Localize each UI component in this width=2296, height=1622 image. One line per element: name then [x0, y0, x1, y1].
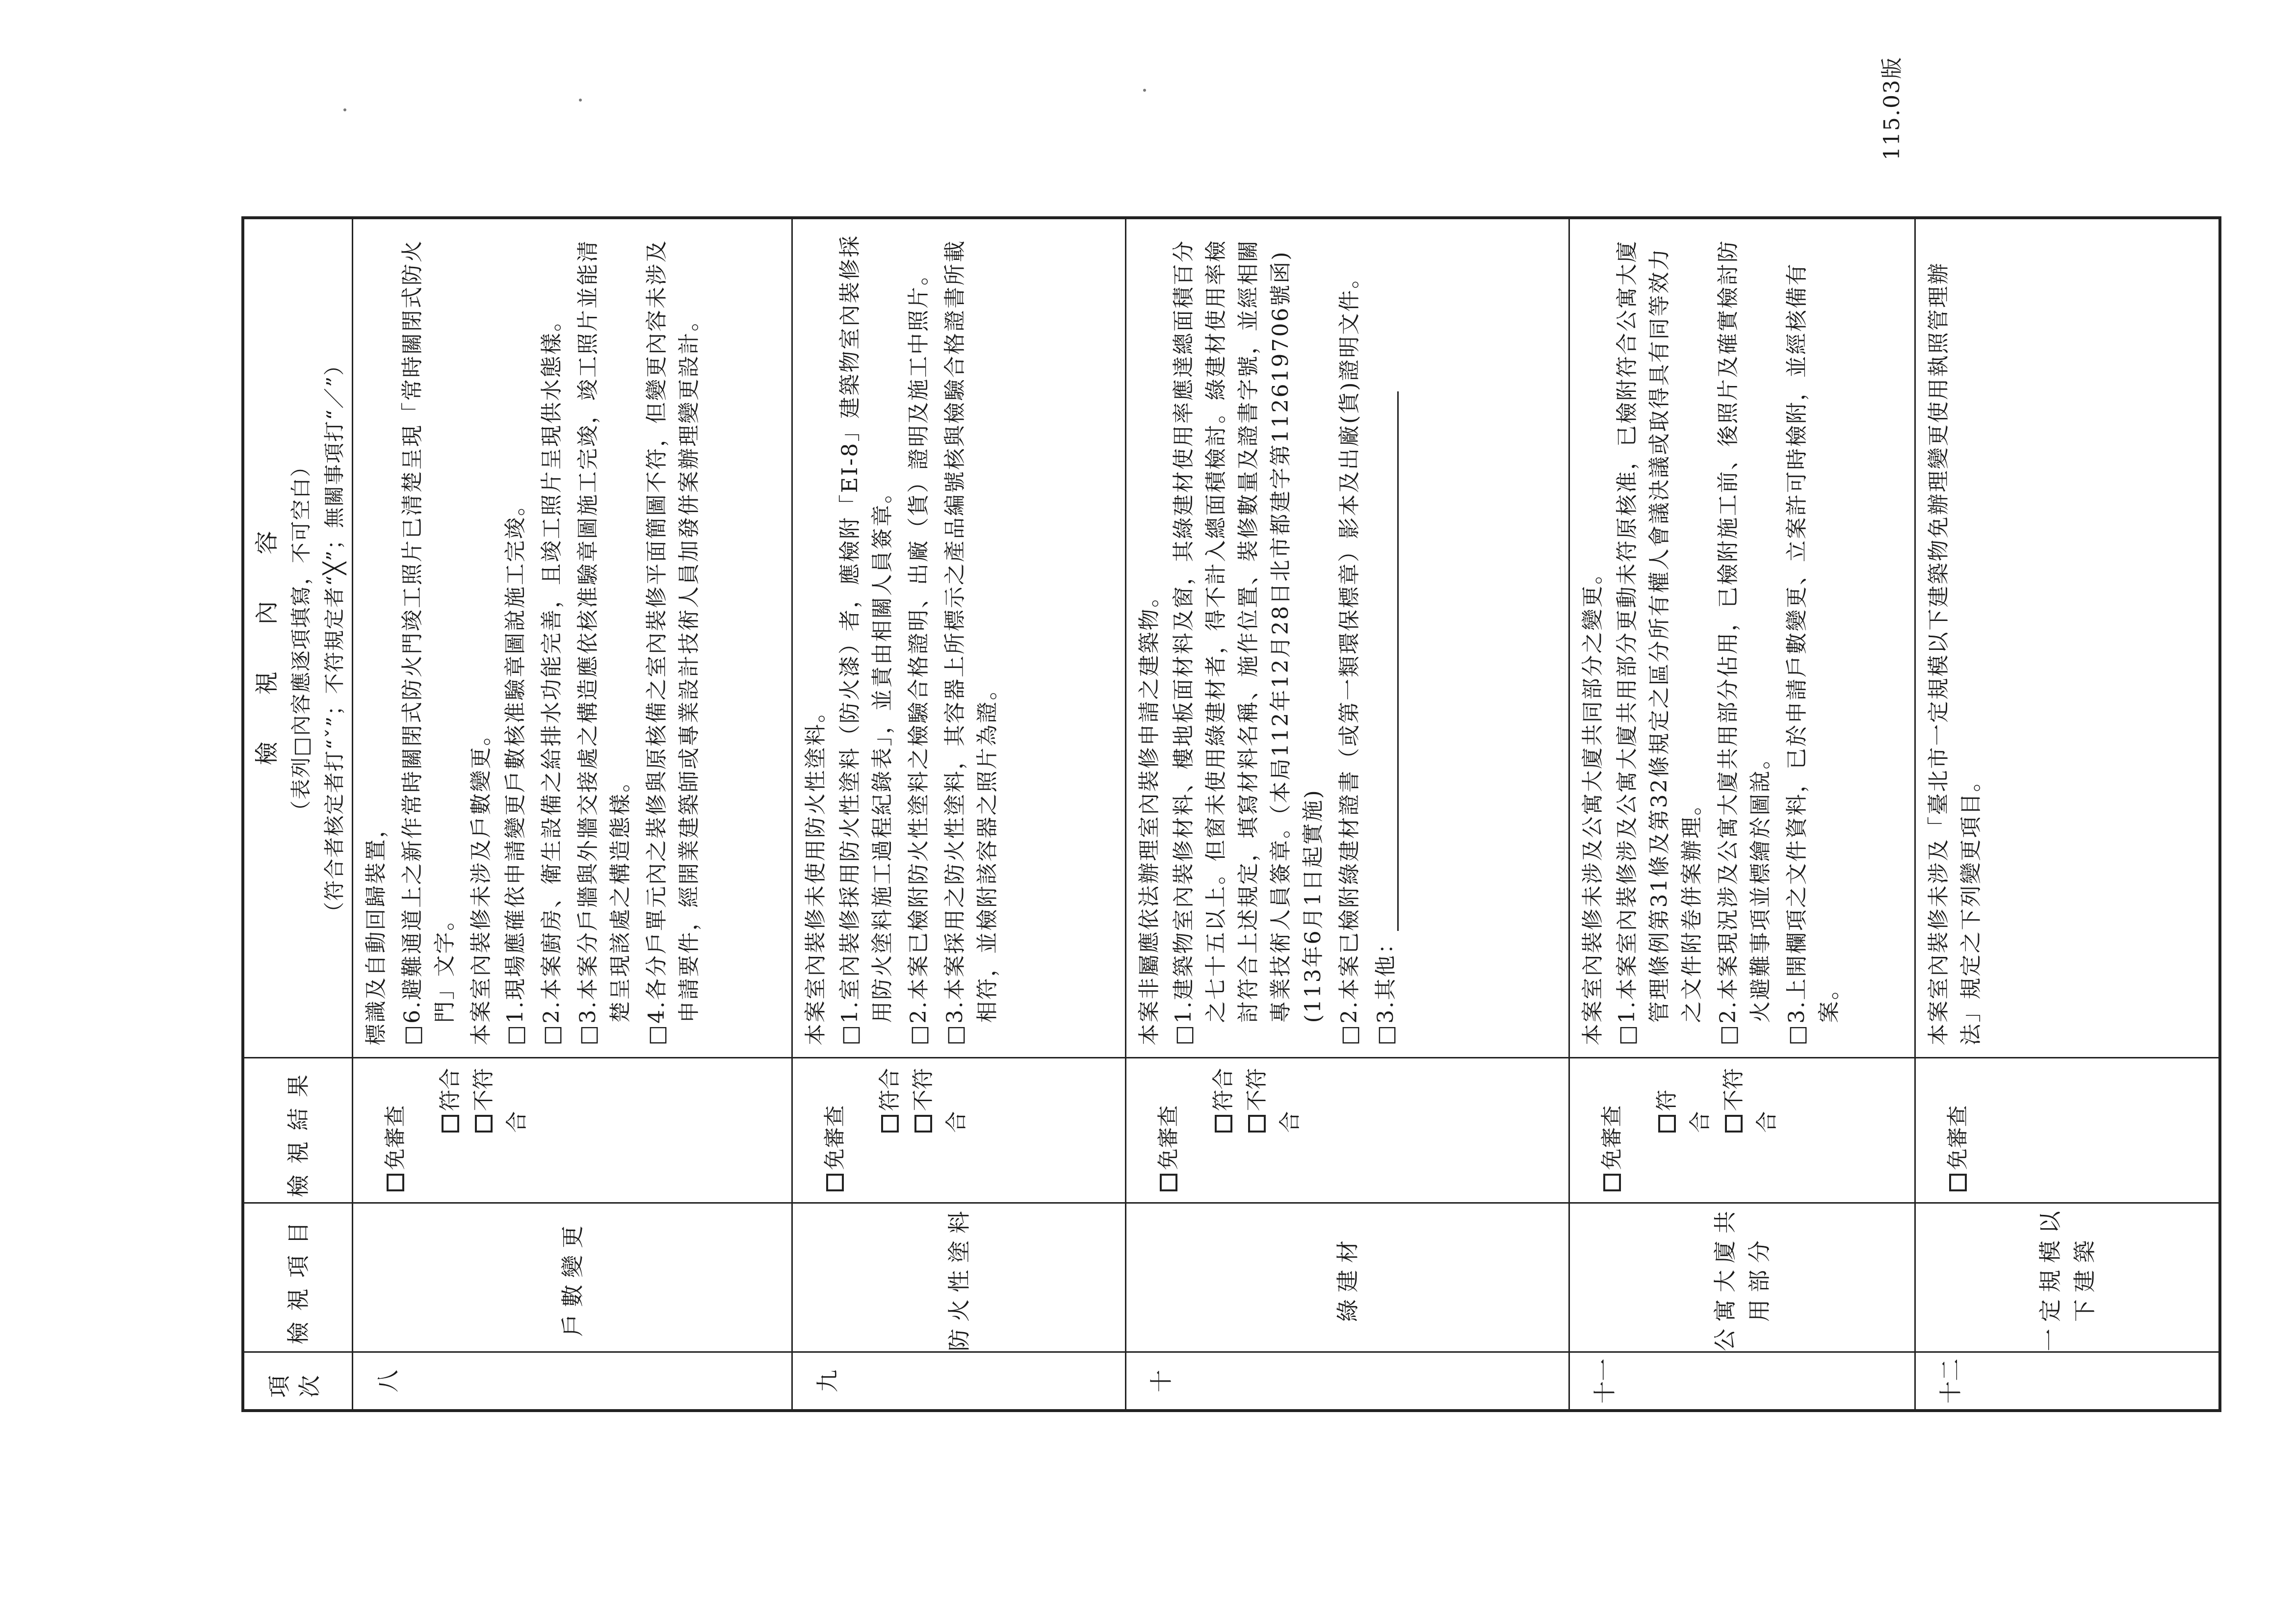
header-item-label: 檢視項目 — [285, 1211, 312, 1344]
content-item[interactable]: □3.本案採用之防火性塗料，其容器上所標示之產品編號核與檢驗合格證書所載相符，並檢附該容器之照片為證。 — [942, 239, 1000, 1046]
content-intro: 本案室內裝修未使用防火性塗料。 — [803, 699, 828, 1046]
row-no: 十 — [1148, 1369, 1174, 1392]
result-fail[interactable]: 不符合 — [1721, 1068, 1779, 1133]
content-intro: 本案室內裝修未涉及「臺北市一定規模以下建築物免辦理變更使用執照管理辦法」規定之下列變更項目。 — [1926, 261, 1983, 1046]
header-content-title: 檢 視 內 容 — [253, 511, 281, 766]
row-content — [793, 219, 1004, 1057]
row-no: 九 — [814, 1369, 841, 1392]
version-label: 115.03版 — [1879, 56, 1905, 160]
content-intro: 本案非屬應依法辦理室內裝修申請之建築物。 — [1137, 584, 1162, 1046]
checkbox-icon[interactable] — [914, 1115, 932, 1133]
header-item-no — [243, 1352, 353, 1411]
checkbox-icon[interactable] — [1215, 1115, 1232, 1133]
table-row-10 — [1126, 218, 1569, 1411]
row-content — [353, 219, 705, 1057]
checkbox-icon[interactable] — [387, 1174, 404, 1192]
table-row-11 — [1569, 218, 1915, 1411]
row-results — [1916, 1059, 1975, 1203]
scan-speck — [1143, 89, 1146, 92]
checkbox-icon[interactable] — [442, 1115, 459, 1133]
checkbox-icon[interactable] — [1248, 1115, 1266, 1133]
checkbox-icon[interactable] — [1160, 1174, 1177, 1192]
content-item[interactable]: □4.各分戶單元內之裝修與原核備之室內裝修平面簡圖不符，但變更內容未涉及申請要件，經開業建築師或專業設計技術人員加發併案辦理變更設計。 — [644, 239, 702, 1046]
row-content — [1126, 219, 1402, 1057]
checkbox-icon[interactable] — [1603, 1174, 1621, 1192]
result-pass[interactable]: 符合 — [873, 1059, 907, 1133]
row-content — [1570, 219, 1846, 1057]
table-row-12 — [1915, 218, 2220, 1411]
header-content — [243, 218, 353, 1058]
row-item-label: 一定規模以下建築 — [2036, 1204, 2098, 1351]
table-row-9 — [792, 218, 1126, 1411]
header-result-label: 檢視結果 — [285, 1064, 312, 1197]
checkbox-icon[interactable] — [1725, 1115, 1743, 1133]
row-no: 八 — [375, 1369, 401, 1392]
header-no-label: 項次 — [266, 1364, 323, 1398]
content-item[interactable]: □2.本案廚房、衛生設備之給排水功能完善，且竣工照片呈現供水態樣。 — [539, 308, 564, 1046]
checkbox-icon[interactable] — [1658, 1115, 1676, 1133]
checkbox-icon[interactable] — [475, 1115, 493, 1133]
row-no: 十一 — [1592, 1358, 1618, 1404]
row-item-label: 戶數變更 — [559, 1219, 586, 1337]
result-exempt[interactable]: 免審查 — [1595, 1059, 1629, 1192]
content-item[interactable]: □2.本案現況涉及公寓大廈共用部分佔用，已檢附施工前、後照片及確實檢討防火避難事項並標繪於圖說。 — [1716, 239, 1773, 1046]
row-content — [1916, 219, 1987, 1057]
content-item[interactable]: □1.室內裝修採用防火性塗料（防火漆）者，應檢附「EI-8」建築物室內裝修採用防火塗料施工過程紀錄表」，並責由相關人員簽章。 — [837, 234, 895, 1046]
other-fill-line[interactable] — [1376, 391, 1399, 931]
table-header-row — [243, 218, 353, 1411]
content-line: 標識及自動回歸裝置， — [364, 815, 389, 1046]
scan-speck — [343, 108, 346, 111]
row-no: 十二 — [1937, 1358, 1964, 1404]
result-exempt[interactable]: 免審查 — [379, 1059, 412, 1192]
row-item-label: 綠建材 — [1334, 1234, 1361, 1322]
content-item[interactable]: □3.上開欄項之文件資料，已於申請戶數變更、立案許可時檢附，並經核備有案。 — [1784, 262, 1842, 1046]
result-pass[interactable]: 符合 — [434, 1059, 467, 1133]
header-item — [243, 1203, 353, 1352]
table-row-8 — [353, 218, 792, 1411]
result-fail[interactable]: 不符合 — [471, 1068, 529, 1133]
row-results — [793, 1059, 973, 1203]
row-results — [353, 1059, 534, 1203]
result-exempt[interactable]: 免審查 — [1941, 1059, 1975, 1192]
header-content-note-2: （符合者核定者打“ˇ”；不符規定者“╳”；無關事項打“／”） — [322, 354, 346, 923]
header-content-note-1: （表列□內容應逐項填寫，不可空白） — [289, 455, 313, 822]
header-result — [243, 1058, 353, 1203]
result-exempt[interactable]: 免審查 — [1152, 1059, 1185, 1192]
checkbox-icon[interactable] — [826, 1174, 844, 1192]
content-line: □6.避難通道上之新作常時關閉式防火門竣工照片已清楚呈現「常時關閉式防火門」文字。 — [400, 239, 457, 1046]
result-pass[interactable]: 符 合 — [1654, 1068, 1713, 1133]
result-fail[interactable]: 不符合 — [1244, 1068, 1303, 1133]
row-results — [1126, 1059, 1307, 1203]
content-item[interactable]: □3.本案分戶牆與外牆交接處之構造應依核准驗章圖施工完竣，竣工照片並能清楚呈現該處之構造態樣。 — [575, 239, 633, 1046]
row-results — [1570, 1059, 1784, 1203]
checkbox-icon[interactable] — [1949, 1174, 1967, 1192]
content-item[interactable]: □1.本案室內裝修涉及公寓大廈共用部分更動未符原核准，已檢附符合公寓大廈管理條例第31條及第32條規定之區分所有權人會議決議或取得具有同等效力之文件附卷併案辦理。 — [1615, 239, 1704, 1046]
row-item-label: 公寓大廈共用部分 — [1712, 1204, 1773, 1351]
content-item[interactable]: □2.本案已檢附防火性塗料之檢驗合格證明、出廠（貨）證明及施工中照片。 — [906, 262, 931, 1046]
result-exempt[interactable]: 免審查 — [818, 1059, 852, 1192]
checkbox-icon[interactable] — [881, 1115, 899, 1133]
content-item[interactable]: □2.本案已檢附綠建材證書（或第一類環保標章）影本及出廠(貨)證明文件。 — [1337, 265, 1362, 1046]
inspection-form-table — [241, 216, 2221, 1412]
result-pass[interactable]: 符合 — [1207, 1059, 1240, 1133]
content-item[interactable]: □1.現場應確依申請變更戶數核准驗章圖說施工完竣。 — [503, 492, 528, 1046]
content-item[interactable]: □1.建築物室內裝修材料、樓地板面材料及窗，其綠建材使用率應達總面積百分之七十五以上。但窗未使用綠建材者，得不計入總面積檢討。綠建材使用率檢討符合上述規定，填寫材料名稱、施作位置、裝修數量及證書字號，並經相關專業技術人員簽章。（本局112年12月28日北市都建字第11261970​6號函)(113年6月1日起實施) — [1171, 239, 1326, 1046]
content-item-other[interactable]: □3.其他： — [1370, 231, 1402, 1046]
result-fail[interactable]: 不符合 — [911, 1068, 969, 1133]
content-intro: 本案室內裝修未涉及戶數變更。 — [469, 722, 494, 1046]
content-intro: 本案室內裝修未涉及公寓大廈共同部分之變更。 — [1580, 561, 1605, 1046]
scan-speck — [579, 99, 582, 102]
row-item-label: 防火性塗料 — [945, 1204, 972, 1351]
